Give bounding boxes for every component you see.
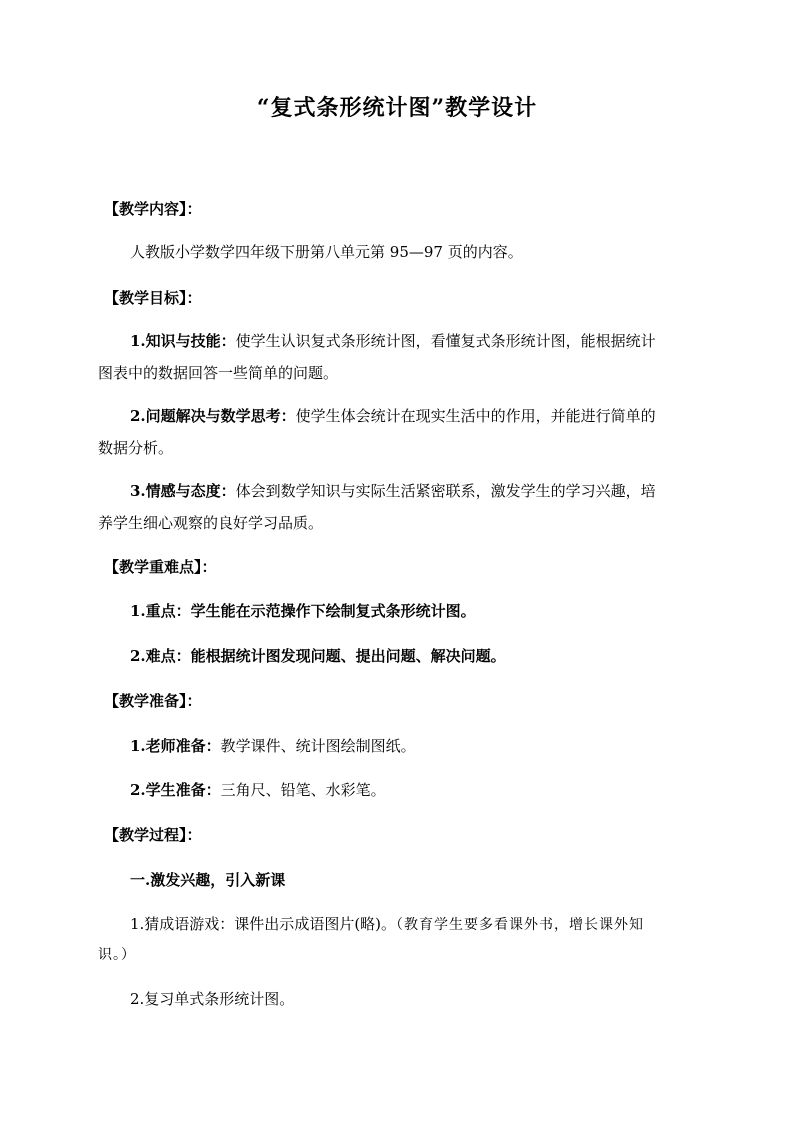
- goal-item-label: 3.情感与态度：: [130, 482, 236, 500]
- preparation-item-1: [130, 735, 416, 757]
- section-heading-preparation: 【教学准备】：: [104, 692, 202, 710]
- document-title: “复式条形统计图”教学设计: [256, 95, 538, 121]
- section-heading-goals: 【教学目标】：: [104, 289, 202, 307]
- key-point-2: 2.难点：能根据统计图发现问题、提出问题、解决问题。: [130, 647, 506, 665]
- content-text: 人教版小学数学四年级下册第八单元第 95—97 页的内容。: [130, 243, 523, 261]
- goal-item-1-continued: 图表中的数据回答一些简单的问题。: [98, 364, 339, 382]
- section-heading-content: 【教学内容】：: [104, 200, 202, 218]
- process-item-note: （教育学生要多看课外书，增长课外知: [396, 917, 645, 933]
- goal-item-label: 1.知识与技能：: [130, 332, 236, 350]
- goal-item-text: 体会到数学知识与实际生活紧密联系，激发学生的学习兴趣，培: [235, 482, 656, 500]
- preparation-label: 2.学生准备：: [130, 781, 221, 799]
- goal-item-text: 使学生认识复式条形统计图，看懂复式条形统计图，能根据统计: [235, 332, 656, 350]
- process-item-1: [130, 913, 644, 936]
- key-point-1: 1.重点：学生能在示范操作下绘制复式条形统计图。: [130, 602, 476, 620]
- preparation-label: 1.老师准备：: [130, 737, 221, 755]
- goal-item-2-continued: 数据分析。: [98, 439, 174, 457]
- process-step-title: 一.激发兴趣，引入新课: [130, 871, 286, 889]
- goal-item-3: [130, 480, 656, 502]
- process-item-2: 2.复习单式条形统计图。: [130, 990, 295, 1008]
- preparation-text: 三角尺、铅笔、水彩笔。: [220, 781, 386, 799]
- goal-item-3-continued: 养学生细心观察的良好学习品质。: [98, 514, 324, 532]
- goal-item-text: 使学生体会统计在现实生活中的作用，并能进行简单的: [295, 407, 656, 425]
- goal-item-1: [130, 330, 656, 352]
- section-heading-key-points: 【教学重难点】：: [104, 558, 217, 576]
- goal-item-2: [130, 405, 656, 427]
- goal-item-label: 2.问题解决与数学思考：: [130, 407, 296, 425]
- preparation-item-2: [130, 779, 386, 801]
- process-item-1-continued: 识。）: [98, 947, 136, 963]
- preparation-text: 教学课件、统计图绘制图纸。: [220, 737, 416, 755]
- process-item-text: 1.猜成语游戏：课件出示成语图片(略)。: [130, 915, 397, 933]
- section-heading-process: 【教学过程】：: [104, 826, 202, 844]
